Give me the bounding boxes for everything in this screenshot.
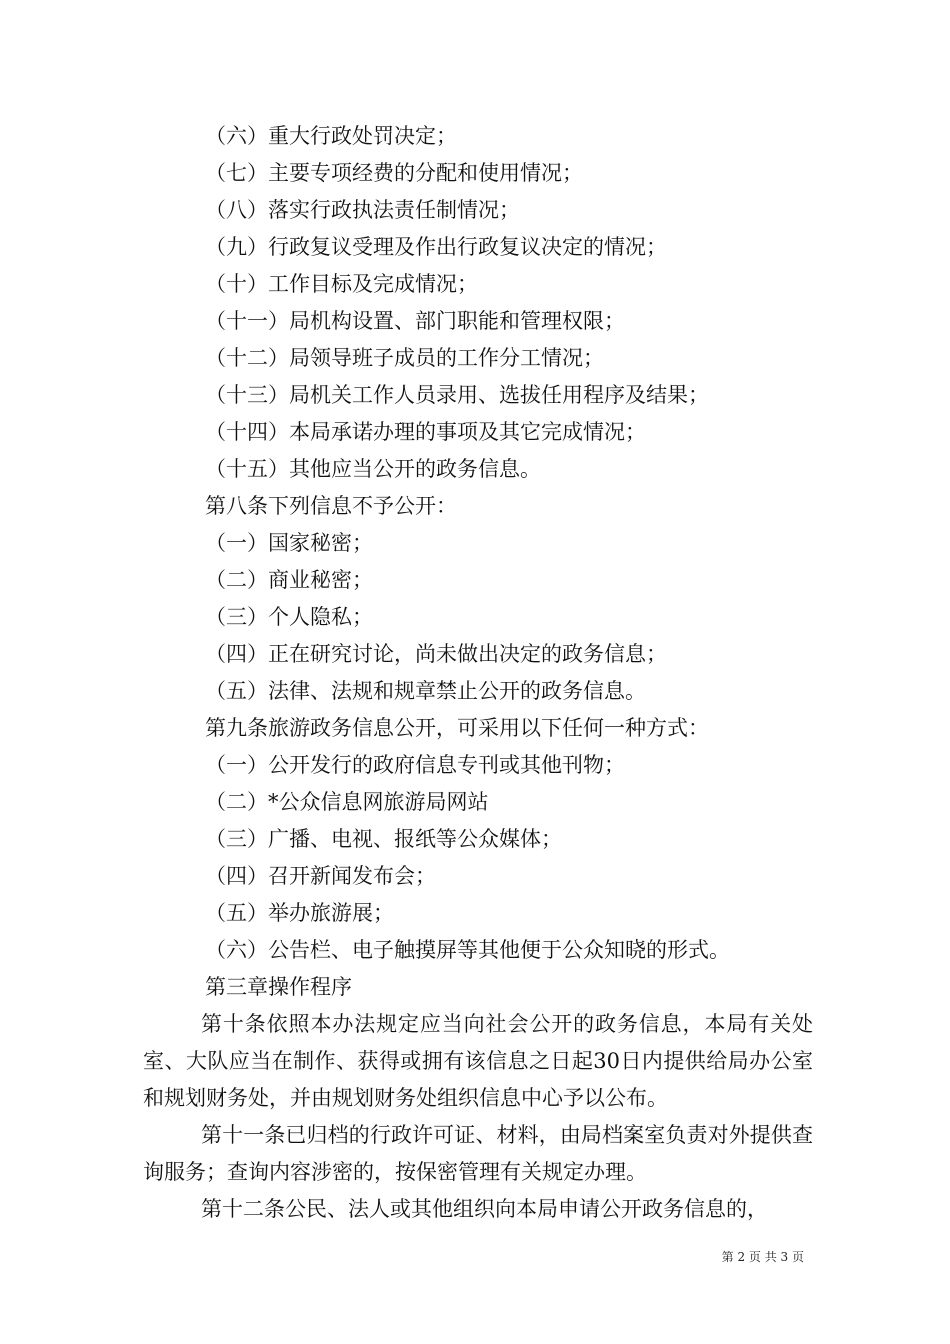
list-item: （七）主要专项经费的分配和使用情况； <box>205 161 583 185</box>
list-item: （一）国家秘密； <box>205 531 373 555</box>
list-item: （二）*公众信息网旅游局网站 <box>205 790 489 814</box>
list-item: （四）正在研究讨论，尚未做出决定的政务信息； <box>205 642 667 666</box>
list-item: （二）商业秘密； <box>205 568 373 592</box>
list-item: （九）行政复议受理及作出行政复议决定的情况； <box>205 235 667 259</box>
list-item: （五）法律、法规和规章禁止公开的政务信息。 <box>205 679 646 703</box>
chapter-heading: 第三章操作程序 <box>205 975 352 999</box>
list-item: （八）落实行政执法责任制情况； <box>205 198 520 222</box>
article-heading: 第九条旅游政务信息公开，可采用以下任何一种方式： <box>205 716 709 740</box>
list-item: （十一）局机构设置、部门职能和管理权限； <box>205 309 625 333</box>
list-item: （十三）局机关工作人员录用、选拔任用程序及结果； <box>205 383 709 407</box>
list-item: （六）公告栏、电子触摸屏等其他便于公众知晓的形式。 <box>205 938 730 962</box>
paragraph: 第十条依照本办法规定应当向社会公开的政务信息，本局有关处室、大队应当在制作、获得或拥有该信息之日起30日内提供给局办公室和规划财务处，并由规划财务处组织信息中心予以公布。 <box>143 1012 813 1110</box>
list-item: （三）个人隐私； <box>205 605 373 629</box>
paragraph: 第十一条已归档的行政许可证、材料，由局档案室负责对外提供查询服务；查询内容涉密的，按保密管理有关规定办理。 <box>143 1123 813 1184</box>
page-number: 第 2 页 共 3 页 <box>721 1250 804 1264</box>
list-item: （五）举办旅游展； <box>205 901 394 925</box>
list-item: （十）工作目标及完成情况； <box>205 272 478 296</box>
list-item: （十二）局领导班子成员的工作分工情况； <box>205 346 604 370</box>
list-item: （六）重大行政处罚决定； <box>205 124 457 148</box>
list-item: （一）公开发行的政府信息专刊或其他刊物； <box>205 753 625 777</box>
document-body <box>143 118 813 1228</box>
list-item: （十五）其他应当公开的政务信息。 <box>205 457 541 481</box>
paragraph: 第十二条公民、法人或其他组织向本局申请公开政务信息的， <box>201 1197 768 1221</box>
article-heading: 第八条下列信息不予公开： <box>205 494 457 518</box>
list-item: （十四）本局承诺办理的事项及其它完成情况； <box>205 420 646 444</box>
list-item: （四）召开新闻发布会； <box>205 864 436 888</box>
list-item: （三）广播、电视、报纸等公众媒体； <box>205 827 562 851</box>
